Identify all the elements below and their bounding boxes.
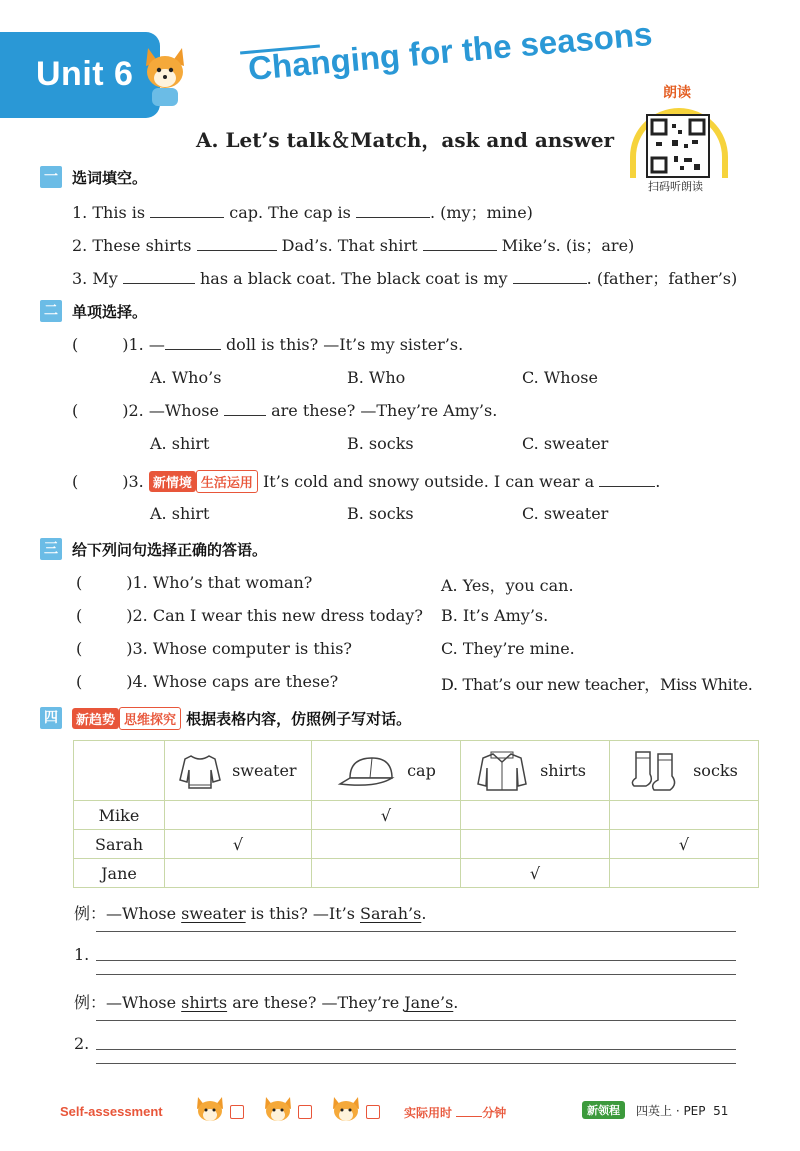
fox-face-icon xyxy=(194,1095,226,1123)
s2-q1-option-c[interactable]: C. Whose xyxy=(522,368,598,387)
s2-question-3: ( )3. 新情境 生活运用 It’s cold and snowy outside. I can wear a . xyxy=(72,472,661,491)
assessment-checkbox[interactable] xyxy=(366,1105,380,1119)
s3-question-4: ( )4. Whose caps are these? xyxy=(76,672,339,691)
row-name: Mike xyxy=(74,801,165,830)
s2-q2-option-a[interactable]: A. shirt xyxy=(150,434,210,453)
socks-icon xyxy=(628,748,684,794)
s3-question-3: ( )3. Whose computer is this? xyxy=(76,639,352,658)
blank-field[interactable] xyxy=(423,236,497,251)
s2-q3-option-a[interactable]: A. shirt xyxy=(150,504,210,523)
example-2: 例：—Whose shirts are these? —They’re Jane’s. xyxy=(74,993,459,1012)
table-cell xyxy=(312,859,461,888)
section-1-title: 选词填空。 xyxy=(72,169,148,187)
unit-label: Unit 6 xyxy=(36,55,134,93)
qr-code-icon[interactable] xyxy=(646,114,710,178)
s3-question-1: ( )1. Who’s that woman? xyxy=(76,573,313,592)
table-cell: √ xyxy=(312,801,461,830)
assessment-checkbox[interactable] xyxy=(298,1105,312,1119)
time-field[interactable] xyxy=(456,1106,482,1117)
table-cell: √ xyxy=(461,859,610,888)
blank-field[interactable] xyxy=(165,335,221,350)
sweater-icon xyxy=(177,750,223,792)
writing-line[interactable] xyxy=(96,960,736,961)
row-name: Sarah xyxy=(74,830,165,859)
time-used: 实际用时 分钟 xyxy=(404,1106,507,1120)
table-row xyxy=(74,859,759,888)
section-3-number: 三 xyxy=(40,538,62,560)
table-row xyxy=(74,830,759,859)
thinking-tag: 思维探究 xyxy=(119,707,181,730)
section-2-number: 二 xyxy=(40,300,62,322)
table-cell xyxy=(461,830,610,859)
header-shirts: shirts xyxy=(461,741,610,801)
writing-line[interactable] xyxy=(96,931,736,932)
header-socks: socks xyxy=(610,741,759,801)
blank-field[interactable] xyxy=(513,269,587,284)
s2-q1-option-b[interactable]: B. Who xyxy=(347,368,406,387)
section-4-header xyxy=(72,707,411,730)
blank-field[interactable] xyxy=(599,472,655,487)
s2-q1-option-a[interactable]: A. Who’s xyxy=(150,368,222,387)
life-use-tag: 生活运用 xyxy=(196,470,258,493)
section-3-title: 给下列问句选择正确的答语。 xyxy=(72,541,268,559)
s2-q2-option-c[interactable]: C. sweater xyxy=(522,434,609,453)
table-cell xyxy=(610,801,759,830)
writing-line[interactable] xyxy=(96,1049,736,1050)
fox-face-icon xyxy=(330,1095,362,1123)
brand-badge: 新领程 xyxy=(582,1101,625,1119)
s1-item-1: 1. This is cap. The cap is . (my；mine) xyxy=(72,203,533,222)
row-name: Jane xyxy=(74,859,165,888)
s2-q3-option-c[interactable]: C. sweater xyxy=(522,504,609,523)
table-row xyxy=(74,801,759,830)
s3-question-2: ( )2. Can I wear this new dress today? xyxy=(76,606,423,625)
blank-field[interactable] xyxy=(224,401,266,416)
qr-label: 朗读 xyxy=(663,85,691,101)
new-trend-tag: 新趋势 xyxy=(72,708,119,729)
s3-answer-c: C. They’re mine. xyxy=(441,639,575,658)
fox-mascot-icon xyxy=(140,40,190,110)
header-sweater: sweater xyxy=(165,741,312,801)
shirts-icon xyxy=(475,748,529,794)
table-cell: √ xyxy=(165,830,312,859)
qr-caption: 扫码听朗读 xyxy=(648,180,703,193)
s3-answer-a: A. Yes，you can. xyxy=(441,576,574,595)
cap-icon xyxy=(336,750,398,792)
s3-answer-b: B. It’s Amy’s. xyxy=(441,606,549,625)
grade-label: 四英上 · PEP 51 xyxy=(636,1104,729,1118)
s1-item-2: 2. These shirts Dad’s. That shirt Mike’s. (is；are) xyxy=(72,236,635,255)
clothes-table xyxy=(73,740,759,888)
page-number: 51 xyxy=(713,1104,729,1118)
writing-line[interactable] xyxy=(96,974,736,975)
table-cell xyxy=(312,830,461,859)
blank-field[interactable] xyxy=(123,269,195,284)
section-1-number: 一 xyxy=(40,166,62,188)
table-corner xyxy=(74,741,165,801)
s2-q3-option-b[interactable]: B. socks xyxy=(347,504,414,523)
s2-question-2: ( )2. —Whose are these? —They’re Amy’s. xyxy=(72,401,498,420)
new-context-tag: 新情境 xyxy=(149,471,196,492)
blank-field[interactable] xyxy=(150,203,224,218)
assessment-checkbox[interactable] xyxy=(230,1105,244,1119)
s3-answer-d: D. That’s our new teacher，Miss White. xyxy=(441,675,753,694)
table-cell: √ xyxy=(610,830,759,859)
header-cap: cap xyxy=(312,741,461,801)
blank-field[interactable] xyxy=(197,236,277,251)
writing-line[interactable] xyxy=(96,1063,736,1064)
example-1: 例：—Whose sweater is this? —It’s Sarah’s. xyxy=(74,904,427,923)
page-title: Changing for the seasons xyxy=(246,14,654,88)
s2-q2-option-b[interactable]: B. socks xyxy=(347,434,414,453)
table-cell xyxy=(165,859,312,888)
blank-field[interactable] xyxy=(356,203,430,218)
section-4-number: 四 xyxy=(40,707,62,729)
s2-question-1: ( )1. — doll is this? —It’s my sister’s. xyxy=(72,335,464,354)
s1-item-3: 3. My has a black coat. The black coat is my . (father；father’s) xyxy=(72,269,738,288)
table-cell xyxy=(610,859,759,888)
lesson-subtitle: A. Let’s talk＆Match，ask and answer xyxy=(196,128,615,152)
table-cell xyxy=(461,801,610,830)
answer-number-1: 1. xyxy=(74,945,90,964)
fox-face-icon xyxy=(262,1095,294,1123)
table-cell xyxy=(165,801,312,830)
section-2-title: 单项选择。 xyxy=(72,303,148,321)
section-4-title: 根据表格内容，仿照例子写对话。 xyxy=(186,710,412,728)
self-assessment-label: Self-assessment xyxy=(60,1104,163,1119)
answer-number-2: 2. xyxy=(74,1034,90,1053)
writing-line[interactable] xyxy=(96,1020,736,1021)
